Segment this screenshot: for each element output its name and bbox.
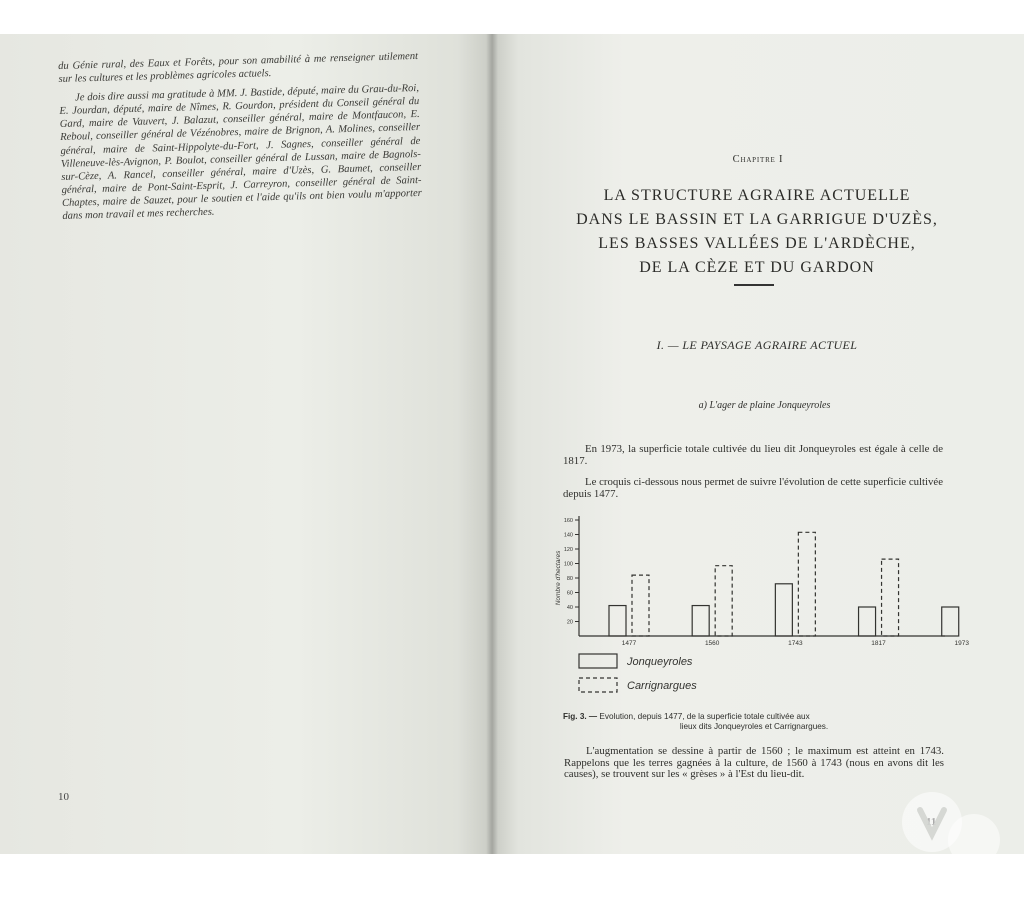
bar-carrignargues-1743 — [798, 532, 815, 636]
x-tick-label: 1743 — [788, 640, 803, 647]
y-tick-label: 60 — [566, 590, 573, 597]
acknowledgement-paragraph-1: du Génie rural, des Eaux et Forêts, pour son amabilité à me renseigner utilement sur les cultures et les problèmes agricoles actuels. — [58, 50, 419, 86]
acknowledgement-paragraph-2: Je dois dire aussi ma gratitude à MM. J. Bastide, député, maire du Grau-du-Roi, E. Jourdan, député, maire de Nîmes, R. Gourdon, président du Conseil général du Gard, maire de Vauvert, J. Balazut, conseiller général, maire de Montfaucon, E. Reboul, conseiller général de Vézénobres, maire de Brignon, A. Molines, conseiller général, maire de Saint-Hippolyte-du-Fort, J. Sagnes, conseiller général de Villeneuve-lès-Avignon, P. Boulot, conseiller général de Lussan, maire de Bagnols-sur-Cèze, A. Rancel, conseiller général, maire d'Uzès, G. Baumet, conseiller général, maire de Pont-Saint-Esprit, J. Carreyron, conseiller général de Saint-Chaptes, maire de Sauzet, pour le soutien et l'aide qu'ils ont bien voulu m'apporter dans mon travail et mes recherches. — [59, 83, 423, 222]
subsection-title: a) L'ager de plaine Jonqueyroles — [698, 400, 831, 411]
y-tick-label: 120 — [563, 547, 573, 553]
x-tick-label: 1560 — [704, 640, 720, 647]
chapter-title-line: LA STRUCTURE AGRAIRE ACTUELLE — [603, 187, 911, 204]
right-page — [492, 34, 1024, 854]
y-tick-label: 100 — [563, 561, 573, 568]
chapter-title — [547, 184, 967, 280]
caption-line-2: lieux dits Jonqueyroles et Carrignargues. — [679, 722, 829, 731]
bar-jonqueyroles-1743 — [775, 584, 792, 636]
bar-jonqueyroles-1560 — [692, 606, 709, 636]
y-tick-label: 40 — [566, 605, 573, 611]
y-tick-label: 20 — [566, 619, 573, 626]
chapter-label: Chapitre I — [732, 154, 784, 165]
x-tick-label: 1477 — [621, 640, 637, 647]
x-tick-label: 1973 — [954, 640, 969, 647]
bar-carrignargues-1817 — [882, 559, 899, 636]
left-page — [0, 34, 492, 854]
chapter-title-line: LES BASSES VALLÉES DE L'ARDÈCHE, — [598, 235, 916, 252]
open-book — [0, 34, 1024, 854]
y-axis-label: Nombre d'hectares — [555, 550, 562, 606]
bar-carrignargues-1560 — [715, 566, 732, 636]
bar-jonqueyroles-1817 — [859, 607, 876, 636]
bar-chart — [547, 504, 967, 712]
x-tick-label: 1817 — [871, 640, 886, 647]
body-paragraph-2: Le croquis ci-dessous nous permet de suivre l'évolution de cette superficie cultivée depuis 1477. — [563, 476, 943, 500]
legend-label-carrignargues: Carrignargues — [627, 680, 697, 692]
y-tick-label: 80 — [566, 576, 573, 582]
bar-carrignargues-1477 — [632, 575, 649, 636]
y-tick-label: 140 — [563, 532, 573, 539]
body-paragraph-1: En 1973, la superficie totale cultivée du lieu dit Jonqueyroles est égale à celle de 1817. — [563, 443, 943, 467]
legend-swatch-jonqueyroles — [579, 654, 617, 668]
caption-line-1: Evolution, depuis 1477, de la superficie totale cultivée aux — [599, 712, 810, 721]
section-title: I. — LE PAYSAGE AGRAIRE ACTUEL — [656, 338, 858, 352]
left-page-text — [58, 50, 423, 229]
watermark-logo-icon — [892, 782, 1012, 854]
legend-label-jonqueyroles: Jonqueyroles — [627, 656, 693, 668]
book-gutter — [486, 34, 498, 854]
title-divider — [734, 284, 774, 286]
chapter-title-line: DANS LE BASSIN ET LA GARRIGUE D'UZÈS, — [576, 211, 938, 228]
body-paragraph-3: L'augmentation se dessine à partir de 1560 ; le maximum est atteint en 1743. Rappelons que les terres gagnées à la culture, de 1560 à 1743 (nous en avons dit les causes), se trouvent sur les « grèses » à l'Est du lieu-dit. — [564, 745, 944, 781]
left-page-number: 10 — [58, 791, 69, 803]
bar-jonqueyroles-1477 — [609, 606, 626, 636]
chapter-title-line: DE LA CÈZE ET DU GARDON — [639, 259, 875, 276]
bar-jonqueyroles-1973 — [942, 607, 959, 636]
caption-label: Fig. 3. — — [563, 712, 598, 721]
legend-swatch-carrignargues — [579, 678, 617, 692]
figure-caption — [563, 712, 945, 732]
y-tick-label: 160 — [563, 518, 573, 524]
